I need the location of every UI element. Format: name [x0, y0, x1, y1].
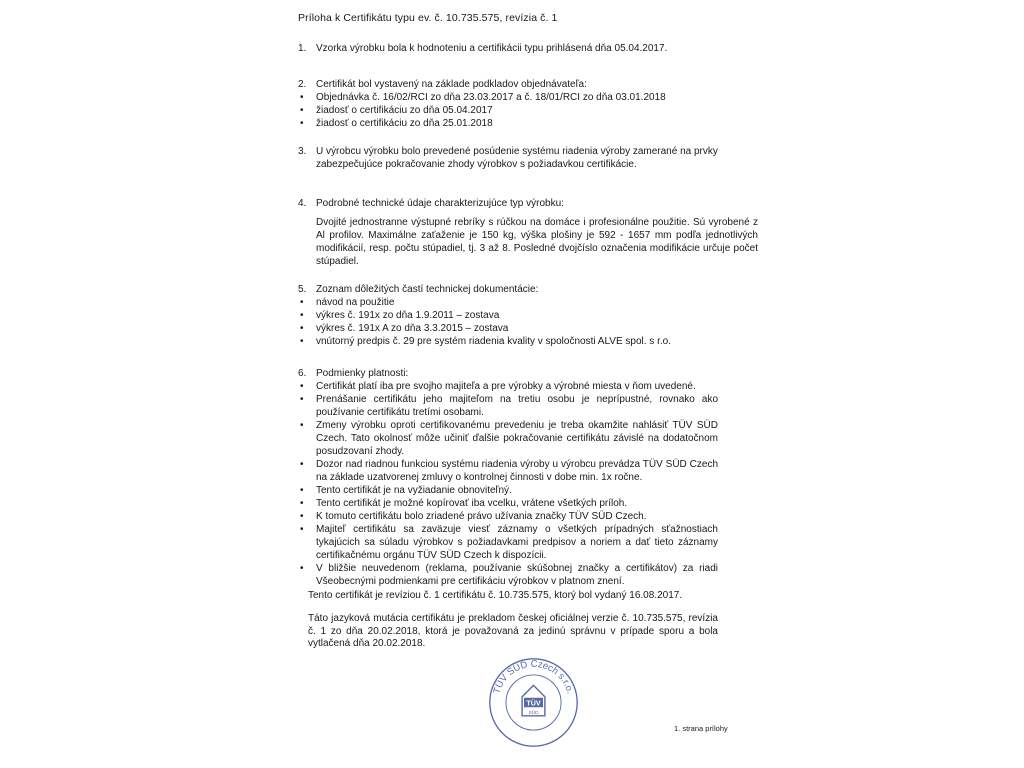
section-3: [298, 145, 758, 171]
section-text: Certifikát bol vystavený na základe podkladov objednávateľa:: [316, 79, 587, 90]
section-1: [298, 42, 758, 55]
section-number: 5.: [298, 284, 307, 295]
tuv-sud-stamp: [486, 655, 581, 750]
list-item: • K tomuto certifikátu bolo zriadené právo užívania značky TÜV SÜD Czech.: [298, 510, 718, 523]
tuv-logo-icon: [522, 685, 545, 716]
section-text: Podrobné technické údaje charakterizujúce typ výrobku:: [316, 198, 564, 209]
section-4: [298, 197, 758, 268]
section-2: [298, 78, 758, 130]
list-item: • V bližšie neuvedenom (reklama, používanie skúšobnej značky a certifikátov) za riadi Všeobecnými podmienkami pre certifikáciu výrobkov v platnom znení.: [298, 562, 718, 588]
stamp-logo-bottom: SÜD: [528, 710, 539, 716]
section-text: U výrobcu výrobku bolo prevedené posúdenie systému riadenia výroby zamerané na prvky zabezpečujúce pokračovanie zhody výrobkov s požiadavkou certifikácie.: [316, 146, 718, 170]
list-item: • Majiteľ certifikátu sa zaväzuje viesť záznamy o všetkých prípadných sťažnostiach tykajúcich sa súladu výrobkov s požiadavkami predpisov a noriem a dať tieto záznamy certifikačnému orgánu TÜV SÜD Czech k dispozícii.: [298, 523, 718, 562]
revision-note: Tento certifikát je revíziou č. 1 certifikátu č. 10.735.575, ktorý bol vydaný 16.08.2017.: [308, 590, 683, 601]
section-text: Zoznam dôležitých častí technickej dokumentácie:: [316, 284, 539, 295]
translation-note: Táto jazyková mutácia certifikátu je prekladom českej oficiálnej verzie č. 10.735.575, revízia č. 1 zo dňa 20.02.2018, ktorá je považovaná za jedinú správnu v prípade sporu a bola vytlačená dňa 20.02.2018.: [308, 613, 718, 649]
stamp-logo-top: TÜV: [526, 699, 541, 708]
list-item: • Prenášanie certifikátu jeho majiteľom na tretiu osobu je neprípustné, rovnako ako používanie certifikátu tretími osobami.: [298, 393, 718, 419]
list-item: • Zmeny výrobku oproti certifikovanému prevedeniu je treba okamžite nahlásiť TÜV SÜD Czech. Tato okolnosť môže učiniť ďalšie pokračovanie certifikátu závislé na dodatočnom posudzovaní zhody.: [298, 419, 718, 458]
section-number: 3.: [298, 146, 307, 157]
section-number: 1.: [298, 43, 307, 54]
product-description: Dvojité jednostranne výstupné rebríky s rúčkou na domáce i profesionálne použitie. Sú vyrobené z Al profilov. Maximálne zaťaženie je 150 kg, výška plošiny je 592 - 1657 mm podľa jednotlivých modifikácií, resp. počtu stúpadiel, tj. 3 až 8. Posledné dvojčíslo označenia modifikácie určuje počet stúpadiel.: [316, 217, 758, 267]
section-number: 2.: [298, 79, 307, 90]
list-item: • Certifikát platí iba pre svojho majiteľa a pre výrobky a výrobné miesta v ňom uvedené.: [298, 380, 718, 393]
svg-text:TÜV SÜD Czech s.r.o.: [491, 659, 575, 695]
section-6: [298, 367, 718, 588]
list-item: • Tento certifikát je na vyžiadanie obnoviteľný.: [298, 484, 718, 497]
list-item: • vnútorný predpis č. 29 pre systém riadenia kvality v spoločnosti ALVE spol. s r.o.: [298, 335, 758, 348]
section-text: Podmienky platnosti:: [316, 368, 409, 379]
list-item: • žiadosť o certifikáciu zo dňa 25.01.2018: [298, 117, 758, 130]
list-item: • Dozor nad riadnou funkciou systému riadenia výroby u výrobcu prevádza TÜV SÜD Czech na základe uzatvorenej zmluvy o kontrolnej činnosti v dobe min. 1x ročne.: [298, 458, 718, 484]
section-text: Vzorka výrobku bola k hodnoteniu a certifikácii typu prihlásená dňa 05.04.2017.: [316, 43, 668, 54]
list-item: • Objednávka č. 16/02/RCI zo dňa 23.03.2017 a č. 18/01/RCI zo dňa 03.01.2018: [298, 91, 758, 104]
certificate-annex-page: [248, 0, 778, 768]
list-item: • žiadosť o certifikáciu zo dňa 05.04.2017: [298, 104, 758, 117]
list-item: • návod na použitie: [298, 296, 758, 309]
page-title: Príloha k Certifikátu typu ev. č. 10.735.575, revízia č. 1: [298, 12, 558, 24]
list-item: • Tento certifikát je možné kopírovať iba vcelku, vrátene všetkých príloh.: [298, 497, 718, 510]
section-5: [298, 283, 758, 348]
list-item: • výkres č. 191x zo dňa 1.9.2011 – zostava: [298, 309, 758, 322]
section-number: 4.: [298, 198, 307, 209]
page-label: 1. strana prílohy: [674, 724, 728, 733]
section-number: 6.: [298, 368, 307, 379]
stamp-ring-text: TÜV SÜD Czech s.r.o.: [491, 658, 576, 696]
list-item: • výkres č. 191x A zo dňa 3.3.2015 – zostava: [298, 322, 758, 335]
